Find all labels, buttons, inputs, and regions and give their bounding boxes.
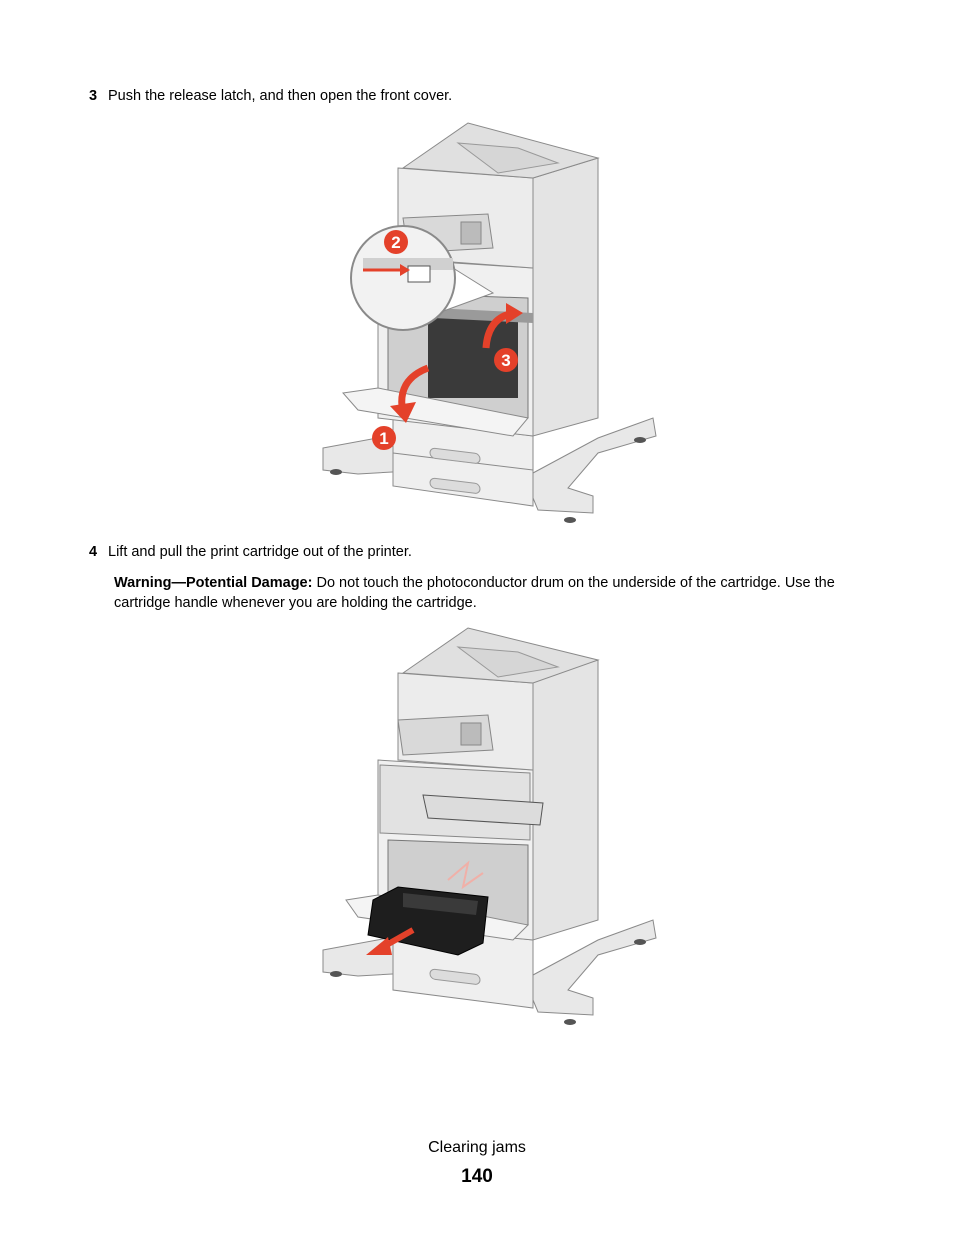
callout-2 [384,230,408,254]
page-number: 140 [461,1166,493,1187]
step-3 [89,86,452,106]
callout-3 [494,348,518,372]
step-number: 4 [89,544,98,560]
warning-text: Do not touch the photoconductor drum on the underside of the cartridge. Use the cartridge handle whenever you are holding the cartridge. [114,575,835,611]
warning-note [114,573,884,613]
printer-remove-cartridge-illustration [318,625,660,1030]
printer-open-cover-illustration [318,118,660,528]
callout-3-label: 3 [501,351,511,370]
callout-2-label: 2 [391,233,401,252]
section-title: Clearing jams [428,1139,526,1156]
callout-1 [372,426,396,450]
callout-1-label: 1 [379,429,389,448]
warning-label: Warning—Potential Damage: [114,575,313,591]
step-number: 3 [89,88,98,104]
step-text: Lift and pull the print cartridge out of the printer. [108,544,412,560]
step-4 [89,542,412,562]
step-text: Push the release latch, and then open the front cover. [108,88,453,104]
